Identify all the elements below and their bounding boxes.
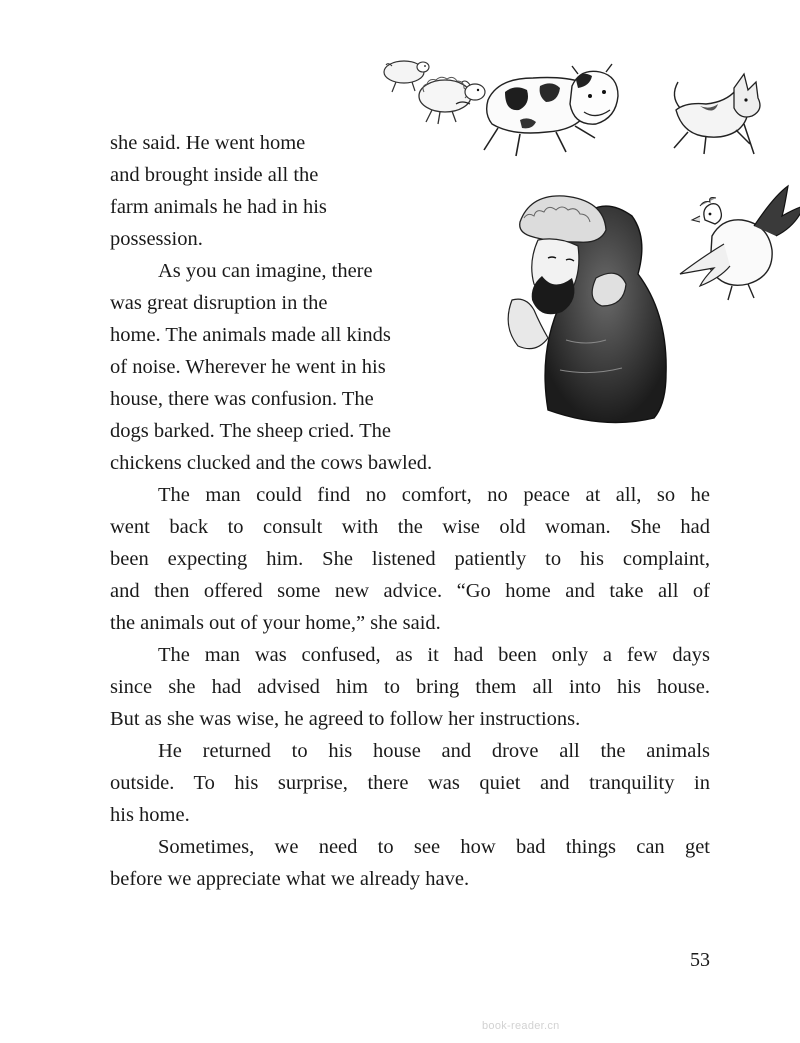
text-line: As you can imagine, there	[158, 260, 373, 282]
text-line: and then offered some new advice. “Go home and take all of	[110, 580, 710, 602]
text-line: his home.	[110, 804, 190, 826]
text-line: The man could find no comfort, no peace at all, so he	[158, 484, 710, 506]
text-line: and brought inside all the	[110, 164, 319, 186]
rooster-drawing	[680, 186, 800, 300]
text-line: of noise. Wherever he went in his	[110, 356, 386, 378]
text-line: been expecting him. She listened patiently to his complaint,	[110, 548, 710, 570]
cow-drawing	[456, 64, 618, 156]
dog-drawing	[674, 74, 760, 154]
text-line: the animals out of your home,” she said.	[110, 612, 441, 634]
text-line: before we appreciate what we already have.	[110, 868, 470, 890]
text-line: she said. He went home	[110, 132, 306, 154]
text-line: Sometimes, we need to see how bad things can get	[158, 836, 710, 858]
text-line: dogs barked. The sheep cried. The	[110, 420, 392, 442]
text-line: The man was confused, as it had been only a few days	[158, 644, 710, 666]
text-line: chickens clucked and the cows bawled.	[110, 452, 433, 474]
text-line: was great disruption in the	[110, 292, 328, 314]
text-line: went back to consult with the wise old woman. She had	[110, 516, 710, 538]
bearded-man-drawing	[508, 196, 666, 423]
sheep-drawing	[419, 77, 485, 124]
watermark: book-reader.cn	[482, 1020, 560, 1032]
sheep-small-drawing	[384, 61, 429, 92]
text-line: home. The animals made all kinds	[110, 324, 391, 346]
text-line: outside. To his surprise, there was quiet and tranquility in	[110, 772, 710, 794]
text-line: farm animals he had in his	[110, 196, 327, 218]
text-line: But as she was wise, he agreed to follow her instructions.	[110, 708, 581, 730]
text-line: He returned to his house and drove all the animals	[158, 740, 710, 762]
text-line: house, there was confusion. The	[110, 388, 374, 410]
page-number: 53	[690, 949, 710, 971]
text-line: since she had advised him to bring them all into his house.	[110, 676, 710, 698]
text-line: possession.	[110, 228, 203, 250]
